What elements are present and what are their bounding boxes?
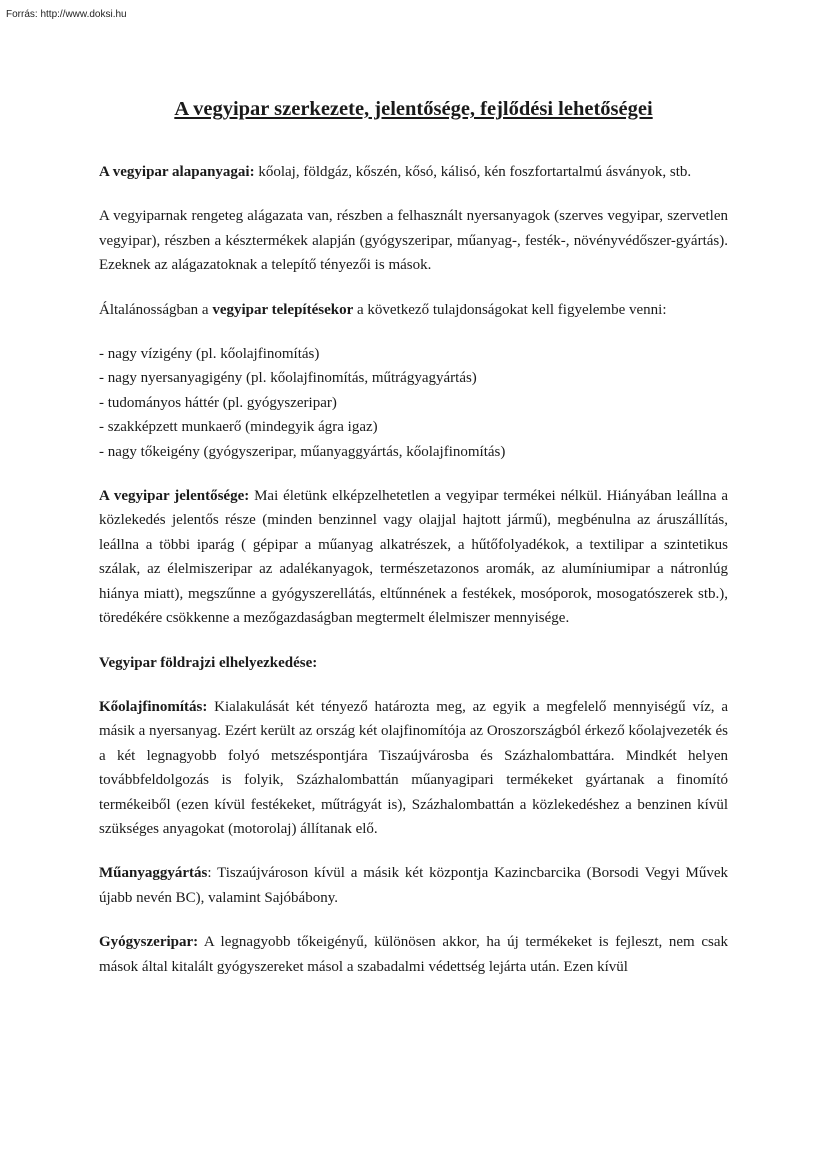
raw-materials-label: A vegyipar alapanyagai:	[99, 164, 255, 180]
factors-bold: vegyipar telepítésekor	[212, 301, 354, 318]
factors-before: Általánosságban a	[99, 301, 213, 318]
factors-list	[99, 342, 728, 464]
plastics-paragraph	[99, 861, 728, 910]
geography-heading	[99, 651, 728, 675]
factors-paragraph	[99, 298, 728, 322]
list-item: - nagy nyersanyagigény (pl. kőolajfinomítás, műtrágyagyártás)	[99, 370, 477, 387]
refining-paragraph	[99, 695, 728, 841]
intro-paragraph: A vegyiparnak rengeteg alágazata van, részben a felhasznált nyersanyagok (szerves vegyipar, szervetlen vegyipar), részben a késztermékek alapján (gyógyszeripar, műanyag-, festék-, növényvédőszer-gyártás). Ezeknek az alágazatoknak a telepítő tényezői is mások.	[99, 208, 728, 274]
source-line: Forrás: http://www.doksi.hu	[6, 9, 127, 20]
page-title: A vegyipar szerkezete, jelentősége, fejlődési lehetőségei	[174, 98, 653, 120]
pharma-text: A legnagyobb tőkeigényű, különösen akkor, ha új termékeket is fejleszt, nem csak mások által kitalált gyógyszereket másol a szabadalmi védettség lejárta után. Ezen kívül	[99, 934, 728, 975]
list-item: - nagy tőkeigény (gyógyszeripar, műanyaggyártás, kőolajfinomítás)	[99, 443, 506, 460]
list-item: - nagy vízigény (pl. kőolajfinomítás)	[99, 346, 320, 363]
raw-materials-text: kőolaj, földgáz, kőszén, kősó, kálisó, kén foszfortartalmú ásványok, stb.	[254, 164, 692, 180]
list-item: - tudományos háttér (pl. gyógyszeripar)	[99, 394, 337, 411]
document-body	[99, 160, 728, 979]
list-item: - szakképzett munkaerő (mindegyik ágra igaz)	[99, 419, 378, 436]
plastics-label: Műanyaggyártás	[99, 865, 208, 882]
refining-label: Kőolajfinomítás:	[99, 698, 208, 715]
refining-text: Kialakulását két tényező határozta meg, az egyik a megfelelő mennyiségű víz, a másik a nyersanyag. Ezért került az ország két olajfinomítója az Oroszországból érkező kőolajvezeték és a két legnagyobb folyó metszéspontjára Tiszaújvárosba és Százhalombattára. Mindkét helyen továbbfeldolgozás is folyik, Százhalombattán műanyagipari termékeket gyártanak a finomító termékeiből (ezen kívül festékeket, műtrágyát is), Százhalombattán a közlekedéshez a benzinen kívül szükséges anyagokat (motorolaj) állítanak elő.	[99, 698, 728, 837]
factors-after: a következő tulajdonságokat kell figyelembe venni:	[353, 301, 667, 318]
pharma-paragraph	[99, 930, 728, 979]
raw-materials-paragraph	[99, 160, 728, 184]
plastics-text: : Tiszaújvároson kívül a másik két központja Kazincbarcika (Borsodi Vegyi Művek újabb nevén BC), valamint Sajóbábony.	[99, 865, 728, 906]
pharma-label: Gyógyszeripar:	[99, 934, 199, 951]
geography-heading-text: Vegyipar földrajzi elhelyezkedése:	[99, 654, 318, 671]
importance-paragraph	[99, 484, 728, 630]
importance-label: A vegyipar jelentősége:	[99, 488, 250, 505]
importance-text: Mai életünk elképzelhetetlen a vegyipar termékei nélkül. Hiányában leállna a közlekedés jelentős része (minden benzinnel vagy olajjal hajtott jármű), megbénulna az áruszállítás, leállna a többi iparág ( gépipar a műanyag alkatrészek, a hűtőfolyadékok, a textilipar a szintetikus szálak, az élelmiszeripar az adalékanyagok, természetazonos aromák, az alumíniumipar a nátronlúg hiánya miatt), megszűnne a gyógyszerellátás, eltűnnének a festékek, mosóporok, mosogatószerek stb.), töredékére csökkenne a mezőgazdaságban megtermelt élelmiszer mennyisége.	[99, 488, 728, 627]
